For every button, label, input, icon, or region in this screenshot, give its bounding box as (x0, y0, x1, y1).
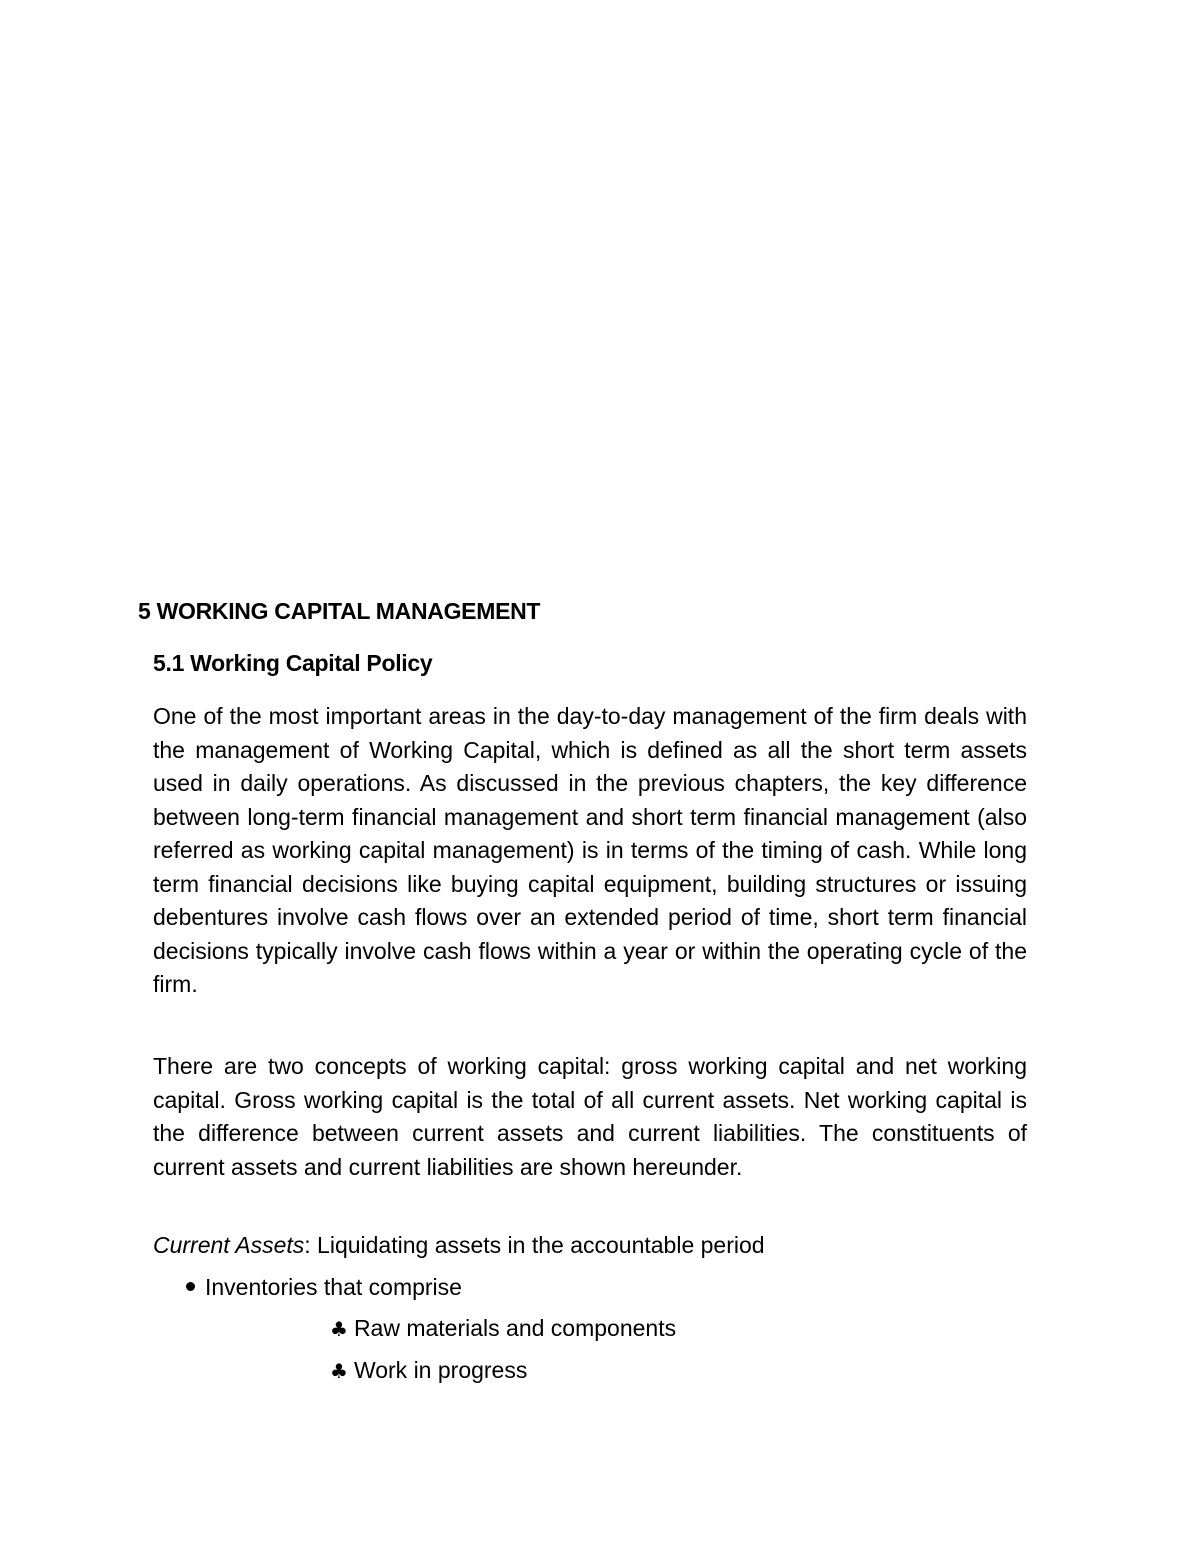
section-title: 5.1 Working Capital Policy (153, 650, 433, 676)
club-icon: ♣ (330, 1317, 348, 1341)
list-item-label: Inventories that comprise (205, 1274, 462, 1300)
sub-list-item-label: Raw materials and components (353, 1315, 677, 1341)
club-icon: ♣ (330, 1359, 348, 1383)
definition-text: : Liquidating assets in the accountable period (304, 1232, 765, 1258)
definition-term: Current Assets (153, 1232, 305, 1258)
bullet-dot-icon (186, 1282, 195, 1291)
sub-list-item-raw-materials (330, 1315, 676, 1342)
list-item-inventories (186, 1274, 462, 1301)
sub-list-item-work-in-progress (330, 1357, 527, 1384)
current-assets-definition (153, 1232, 765, 1259)
paragraph-working-capital-intro: One of the most important areas in the day-to-day management of the firm deals with the management of Working Capital, which is defined as all the short term assets used in daily operations. As discussed in the previous chapters, the key difference between long-term financial management and short term financial management (also referred as working capital management) is in terms of the timing of cash. While long term financial decisions like buying capital equipment, building structures or issuing debentures involve cash flows over an extended period of time, short term financial decisions typically involve cash flows within a year or within the operating cycle of the firm. (153, 703, 1027, 997)
chapter-title: 5 WORKING CAPITAL MANAGEMENT (138, 598, 541, 624)
paragraph-working-capital-concepts: There are two concepts of working capital: gross working capital and net working capital. Gross working capital is the total of all current assets. Net working capital is the difference between current assets and current liabilities. The constituents of current assets and current liabilities are shown hereunder. (153, 1053, 1027, 1180)
sub-list-item-label: Work in progress (353, 1357, 528, 1383)
